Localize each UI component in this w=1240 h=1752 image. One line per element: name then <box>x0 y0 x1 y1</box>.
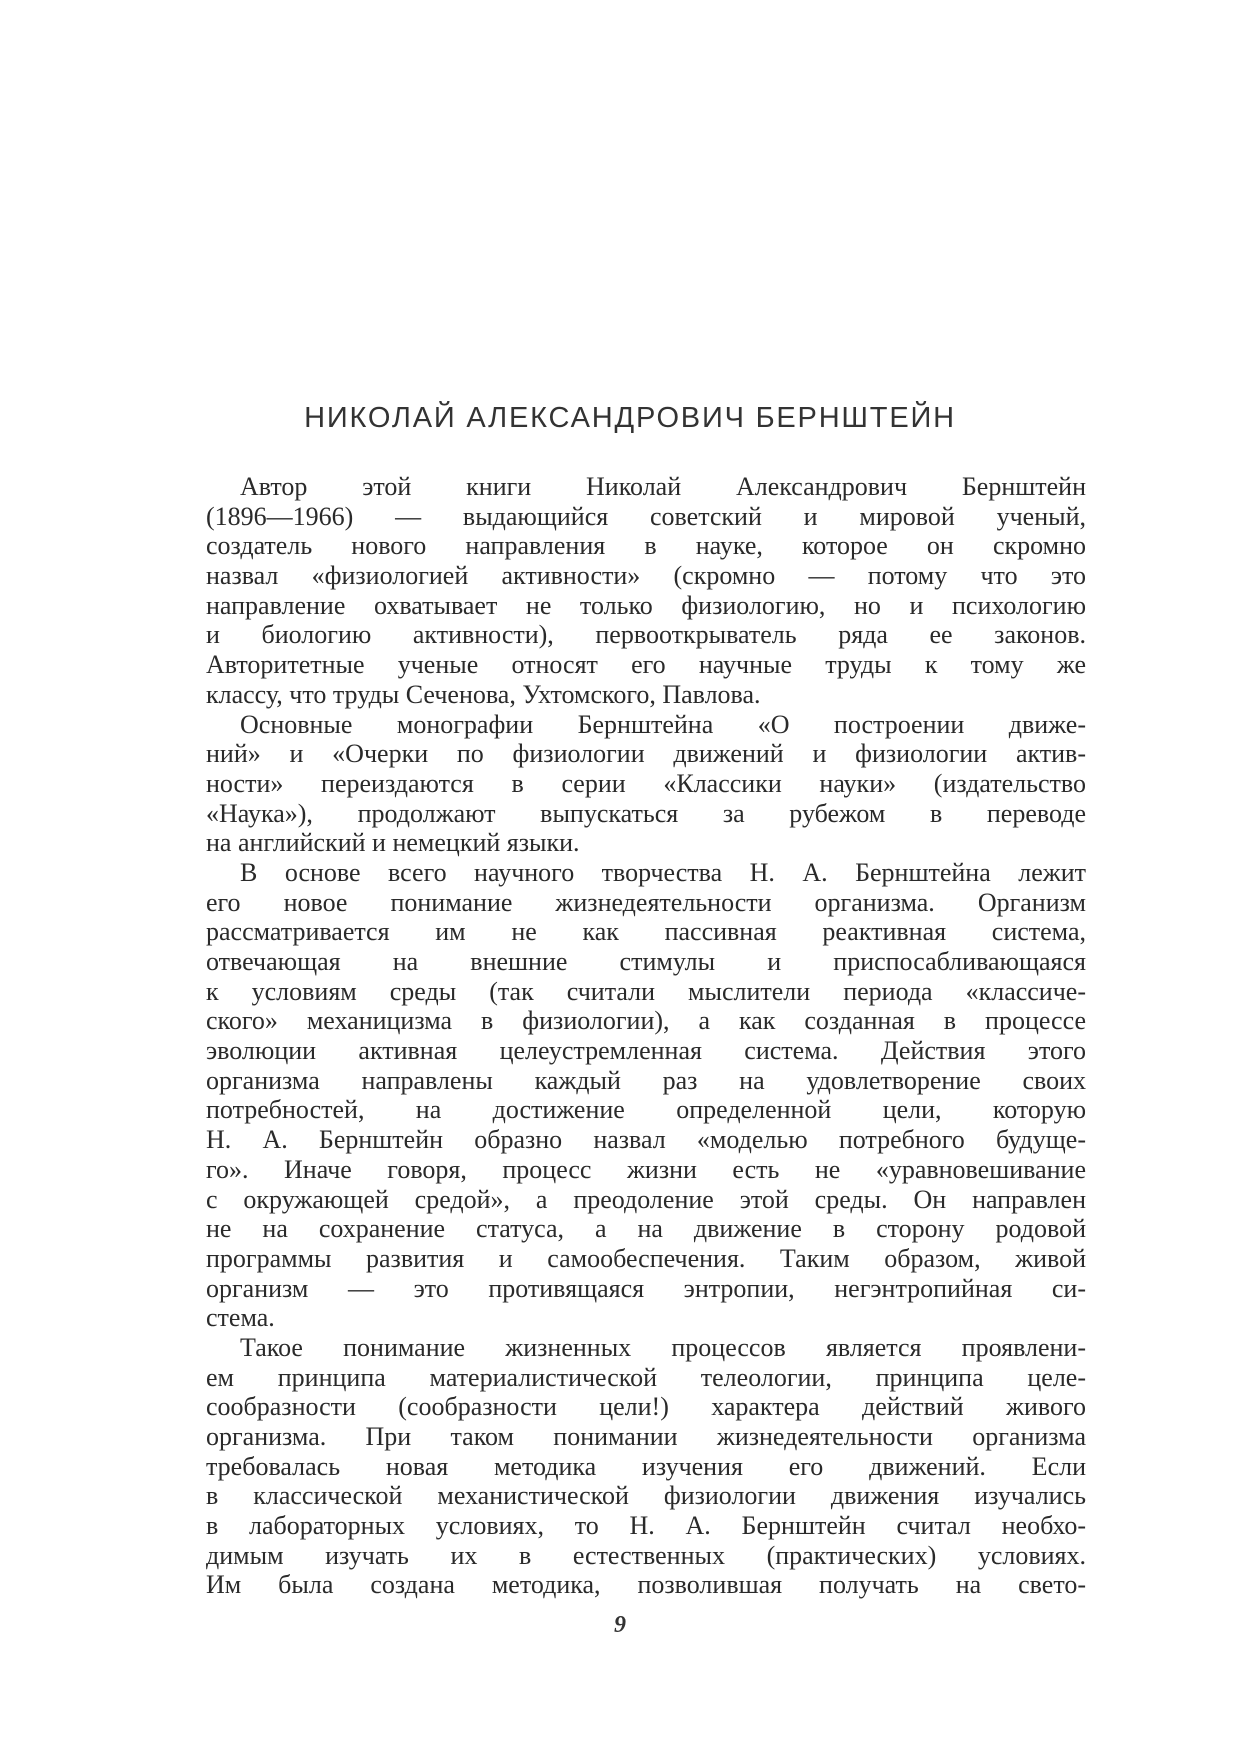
paragraph-3 <box>206 858 1086 1333</box>
chapter-title: НИКОЛАЙ АЛЕКСАНДРОВИЧ БЕРНШТЕЙН <box>304 402 956 434</box>
text-line: потребностей, на достижение определенной цели, которую <box>206 1095 1086 1125</box>
text-line: его новое понимание жизнедеятельности организма. Организм <box>206 887 1086 917</box>
text-line: Основные монографии Бернштейна «О построении движе- <box>240 709 1086 739</box>
text-line: направление охватывает не только физиологию, но и психологию <box>206 590 1086 620</box>
text-line: с окружающей средой», а преодоление этой среды. Он направлен <box>206 1184 1086 1214</box>
text-line: стема. <box>206 1303 275 1333</box>
text-line: организма. При таком понимании жизнедеятельности организма <box>206 1422 1086 1451</box>
text-line: не на сохранение статуса, а на движение в сторону родовой <box>206 1214 1086 1244</box>
text-line: ний» и «Очерки по физиологии движений и физиологии актив- <box>206 739 1086 769</box>
text-line: программы развития и самообеспечения. Таким образом, живой <box>206 1243 1086 1273</box>
body-text <box>206 472 1086 1600</box>
text-line: В основе всего научного творчества Н. А. Бернштейна лежит <box>240 857 1086 887</box>
text-line: Такое понимание жизненных процессов является проявлени- <box>240 1332 1086 1362</box>
text-line: требовалась новая методика изучения его движений. Если <box>206 1451 1086 1481</box>
text-line: Автор этой книги Николай Александрович Бернштейн <box>240 472 1086 501</box>
text-line: в классической механистической физиологии движения изучались <box>206 1481 1086 1511</box>
text-line: эволюции активная целеустремленная система. Действия этого <box>206 1036 1086 1066</box>
text-line: к условиям среды (так считали мыслители периода «классиче- <box>206 976 1086 1006</box>
text-line: ского» механицизма в физиологии), а как созданная в процессе <box>206 1006 1086 1036</box>
text-line: Им была создана методика, позволившая получать на свето- <box>206 1570 1086 1600</box>
text-line: организм — это противящаяся энтропии, негэнтропийная си- <box>206 1273 1086 1303</box>
text-line: назвал «физиологией активности» (скромно — потому что это <box>206 561 1086 591</box>
text-line: Авторитетные ученые относят его научные труды к тому же <box>206 650 1086 680</box>
text-line: отвечающая на внешние стимулы и приспосабливающаяся <box>206 947 1086 976</box>
text-line: го». Иначе говоря, процесс жизни есть не «уравновешивание <box>206 1154 1086 1184</box>
text-line: Н. А. Бернштейн образно назвал «моделью потребного будуще- <box>206 1125 1086 1155</box>
text-line: классу, что труды Сеченова, Ухтомского, Павлова. <box>206 679 761 709</box>
paragraph-4 <box>206 1333 1086 1600</box>
paragraph-2 <box>206 710 1086 858</box>
text-line: (1896—1966) — выдающийся советский и мировой ученый, <box>206 501 1086 531</box>
paragraph-1 <box>206 472 1086 710</box>
text-line: димым изучать их в естественных (практических) условиях. <box>206 1540 1086 1570</box>
text-line: в лабораторных условиях, то Н. А. Бернштейн считал необхо- <box>206 1511 1086 1541</box>
text-line: на английский и немецкий языки. <box>206 828 580 858</box>
text-line: создатель нового направления в науке, которое он скромно <box>206 531 1086 561</box>
text-line: рассматривается им не как пассивная реактивная система, <box>206 917 1086 947</box>
text-line: и биологию активности), первооткрыватель ряда ее законов. <box>206 620 1086 650</box>
text-line: «Наука»), продолжают выпускаться за рубежом в переводе <box>206 798 1086 828</box>
page-number: 9 <box>614 1612 626 1638</box>
text-line: ем принципа материалистической телеологии, принципа целе- <box>206 1362 1086 1392</box>
text-line: ности» переиздаются в серии «Классики науки» (издательство <box>206 768 1086 798</box>
text-line: сообразности (сообразности цели!) характера действий живого <box>206 1392 1086 1422</box>
text-line: организма направлены каждый раз на удовлетворение своих <box>206 1065 1086 1095</box>
